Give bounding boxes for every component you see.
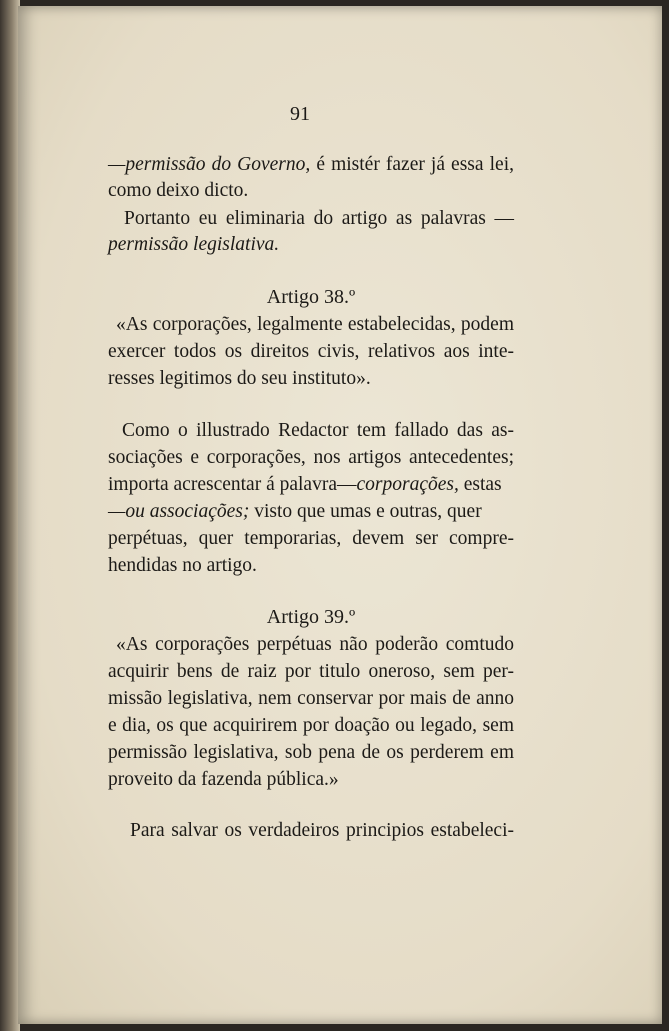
text-run: visto que umas e outras, quer	[249, 501, 482, 522]
page-number: 91	[290, 103, 310, 125]
article-38-line-2: exercer todos os direitos civis, relativos aos inte-	[108, 341, 514, 362]
paragraph-4-line-1: Para salvar os verdadeiros principios estabeleci-	[130, 820, 514, 841]
italic-phrase: permissão legislativa.	[108, 234, 280, 255]
article-39-heading: Artigo 39.º	[266, 606, 356, 628]
paragraph-3-line-4	[108, 499, 514, 525]
paragraph-2-line-1: Portanto eu eliminaria do artigo as palavras —	[124, 208, 514, 229]
article-39-line-3: missão legislativa, nem conservar por mais de anno	[108, 688, 514, 709]
article-39-line-1: «As corporações perpétuas não poderão comtudo	[116, 634, 514, 655]
paragraph-3-line-6: hendidas no artigo.	[108, 555, 257, 576]
text-run: importa acrescentar á palavra—	[108, 474, 357, 495]
italic-phrase: —permissão do Governo,	[108, 154, 311, 175]
paragraph-3-line-1: Como o illustrado Redactor tem fallado das as-	[122, 420, 514, 441]
paragraph-2-line-2	[108, 232, 514, 258]
text-run: estas	[458, 474, 502, 495]
paragraph-1-line-1	[108, 152, 514, 178]
article-38-line-1: «As corporações, legalmente estabelecidas, podem	[116, 314, 514, 335]
article-39-line-6: proveito da fazenda pública.»	[108, 769, 339, 790]
article-38-heading: Artigo 38.º	[266, 286, 356, 308]
text-run: é mistér fazer já essa lei,	[310, 154, 514, 175]
paragraph-3-line-5: perpétuas, quer temporarias, devem ser compre-	[108, 528, 514, 549]
italic-phrase: corporações,	[356, 474, 459, 495]
italic-phrase: —ou associações;	[108, 501, 250, 522]
article-39-line-4: e dia, os que acquirirem por doação ou legado, sem	[108, 715, 514, 736]
article-38-line-3: resses legitimos do seu instituto».	[108, 368, 371, 389]
paragraph-1-line-2: como deixo dicto.	[108, 180, 249, 201]
paragraph-3-line-2: sociações e corporações, nos artigos antecedentes;	[108, 447, 514, 468]
article-39-line-2: acquirir bens de raiz por titulo oneroso, sem per-	[108, 661, 514, 682]
article-39-line-5: permissão legislativa, sob pena de os perderem em	[108, 742, 514, 763]
book-spine	[0, 0, 20, 1031]
paragraph-3-line-3	[108, 472, 514, 498]
